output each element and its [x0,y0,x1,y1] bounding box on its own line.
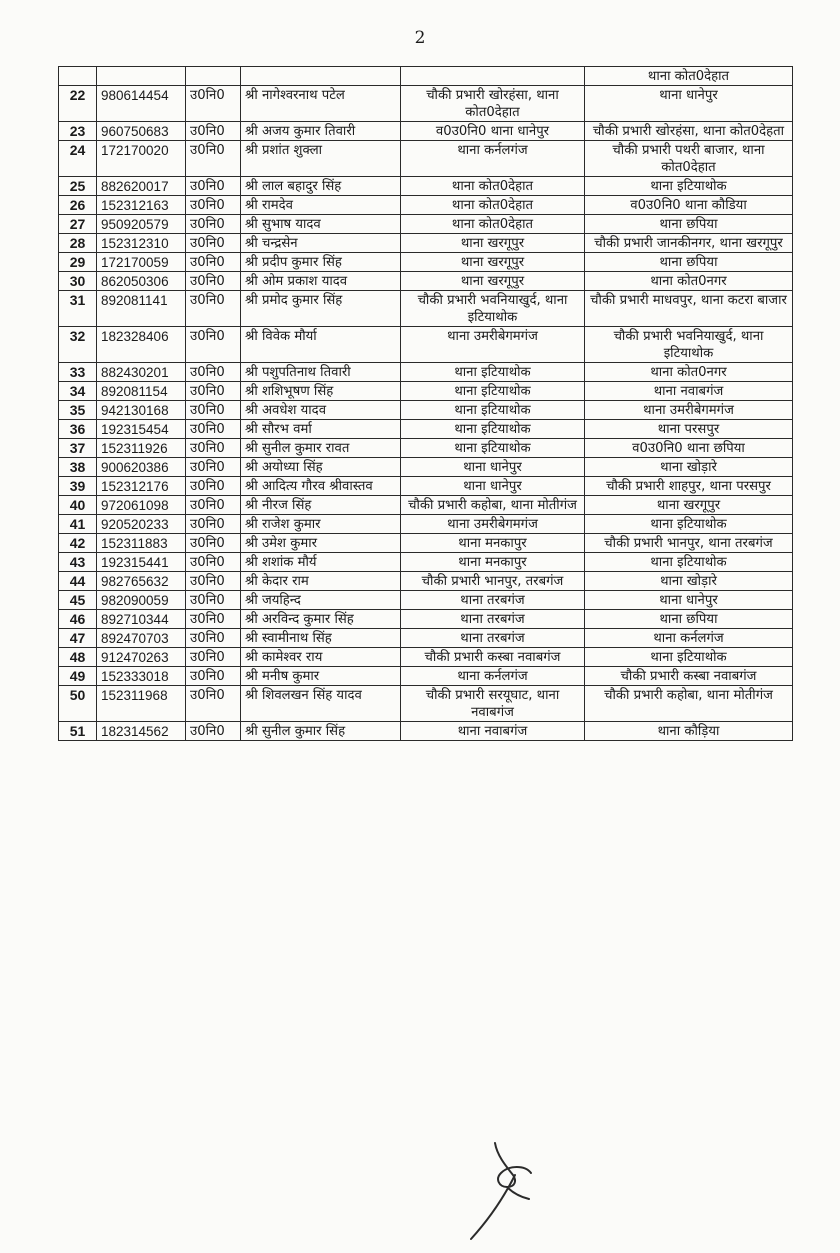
employee-number-cell: 982765632 [97,572,186,591]
table-row [59,363,793,382]
current-posting-cell: थाना तरबगंज [401,591,585,610]
employee-number-cell: 182314562 [97,722,186,741]
serial-number-cell: 37 [59,439,97,458]
new-posting-cell: चौकी प्रभारी कस्बा नवाबगंज [585,667,793,686]
officer-name-cell [241,67,401,86]
officer-name-cell: श्री प्रदीप कुमार सिंह [241,253,401,272]
officer-name-cell: श्री अवधेश यादव [241,401,401,420]
officer-name-cell: श्री ओम प्रकाश यादव [241,272,401,291]
employee-number-cell: 192315441 [97,553,186,572]
officer-name-cell: श्री नीरज सिंह [241,496,401,515]
new-posting-cell: थाना धानेपुर [585,86,793,122]
table-row [59,401,793,420]
serial-number-cell: 49 [59,667,97,686]
rank-cell: उ0नि0 [186,234,241,253]
current-posting-cell: थाना मनकापुर [401,534,585,553]
employee-number-cell: 862050306 [97,272,186,291]
table-row [59,382,793,401]
new-posting-cell: थाना धानेपुर [585,591,793,610]
serial-number-cell: 48 [59,648,97,667]
current-posting-cell: चौकी प्रभारी कस्बा नवाबगंज [401,648,585,667]
employee-number-cell: 892081141 [97,291,186,327]
employee-number-cell: 900620386 [97,458,186,477]
table-row [59,722,793,741]
employee-number-cell: 892470703 [97,629,186,648]
table-row [59,196,793,215]
rank-cell: उ0नि0 [186,648,241,667]
rank-cell: उ0नि0 [186,610,241,629]
table-row [59,327,793,363]
serial-number-cell: 44 [59,572,97,591]
employee-number-cell: 950920579 [97,215,186,234]
employee-number-cell: 982090059 [97,591,186,610]
officer-name-cell: श्री रामदेव [241,196,401,215]
serial-number-cell: 46 [59,610,97,629]
new-posting-cell: चौकी प्रभारी जानकीनगर, थाना खरगूपुर [585,234,793,253]
current-posting-cell: थाना कोत0देहात [401,177,585,196]
officer-name-cell: श्री प्रशांत शुक्ला [241,141,401,177]
current-posting-cell: चौकी प्रभारी कहोबा, थाना मोतीगंज [401,496,585,515]
serial-number-cell: 32 [59,327,97,363]
serial-number-cell: 25 [59,177,97,196]
current-posting-cell: थाना इटियाथोक [401,439,585,458]
officer-name-cell: श्री आदित्य गौरव श्रीवास्तव [241,477,401,496]
current-posting-cell: थाना इटियाथोक [401,420,585,439]
table-row [59,648,793,667]
employee-number-cell: 152311883 [97,534,186,553]
officer-name-cell: श्री प्रमोद कुमार सिंह [241,291,401,327]
new-posting-cell: चौकी प्रभारी कहोबा, थाना मोतीगंज [585,686,793,722]
officer-name-cell: श्री स्वामीनाथ सिंह [241,629,401,648]
table-row [59,496,793,515]
officer-name-cell: श्री उमेश कुमार [241,534,401,553]
rank-cell [186,67,241,86]
table-row [59,553,793,572]
current-posting-cell: थाना तरबगंज [401,610,585,629]
current-posting-cell: थाना इटियाथोक [401,363,585,382]
rank-cell: उ0नि0 [186,382,241,401]
rank-cell: उ0नि0 [186,141,241,177]
new-posting-cell: व0उ0नि0 थाना कौडिया [585,196,793,215]
employee-number-cell: 882620017 [97,177,186,196]
officer-name-cell: श्री सुनील कुमार रावत [241,439,401,458]
officer-name-cell: श्री कामेश्वर राय [241,648,401,667]
officer-name-cell: श्री केदार राम [241,572,401,591]
table-row [59,439,793,458]
current-posting-cell: थाना धानेपुर [401,477,585,496]
rank-cell: उ0नि0 [186,515,241,534]
employee-number-cell: 152312310 [97,234,186,253]
rank-cell: उ0नि0 [186,667,241,686]
serial-number-cell: 33 [59,363,97,382]
serial-number-cell: 36 [59,420,97,439]
current-posting-cell: चौकी प्रभारी भानपुर, तरबगंज [401,572,585,591]
employee-number-cell: 960750683 [97,122,186,141]
rank-cell: उ0नि0 [186,215,241,234]
serial-number-cell: 34 [59,382,97,401]
new-posting-cell: थाना खोड़ारे [585,572,793,591]
table-row [59,458,793,477]
serial-number-cell: 39 [59,477,97,496]
serial-number-cell: 47 [59,629,97,648]
officer-name-cell: श्री अयोध्या सिंह [241,458,401,477]
table-row [59,572,793,591]
rank-cell: उ0नि0 [186,401,241,420]
serial-number-cell: 50 [59,686,97,722]
new-posting-cell: व0उ0नि0 थाना छपिया [585,439,793,458]
serial-number-cell: 30 [59,272,97,291]
transfer-table [58,66,793,741]
table-row [59,629,793,648]
current-posting-cell: थाना नवाबगंज [401,722,585,741]
current-posting-cell: चौकी प्रभारी खोरहंसा, थाना कोत0देहात [401,86,585,122]
rank-cell: उ0नि0 [186,439,241,458]
new-posting-cell: थाना कोत0नगर [585,363,793,382]
new-posting-cell: थाना छपिया [585,253,793,272]
serial-number-cell: 45 [59,591,97,610]
serial-number-cell: 41 [59,515,97,534]
rank-cell: उ0नि0 [186,196,241,215]
new-posting-cell: थाना इटियाथोक [585,177,793,196]
rank-cell: उ0नि0 [186,122,241,141]
table-row [59,177,793,196]
table-row [59,141,793,177]
table-row [59,420,793,439]
rank-cell: उ0नि0 [186,629,241,648]
table-row [59,610,793,629]
serial-number-cell: 42 [59,534,97,553]
employee-number-cell: 192315454 [97,420,186,439]
current-posting-cell: थाना खरगूपुर [401,234,585,253]
current-posting-cell: चौकी प्रभारी भवनियाखुर्द, थाना इटियाथोक [401,291,585,327]
table-row [59,291,793,327]
current-posting-cell: थाना उमरीबेगमगंज [401,327,585,363]
new-posting-cell: थाना इटियाथोक [585,515,793,534]
employee-number-cell: 152312163 [97,196,186,215]
serial-number-cell: 27 [59,215,97,234]
new-posting-cell: थाना उमरीबेगमगंज [585,401,793,420]
current-posting-cell: थाना तरबगंज [401,629,585,648]
new-posting-cell: चौकी प्रभारी भानपुर, थाना तरबगंज [585,534,793,553]
current-posting-cell: थाना कर्नलगंज [401,667,585,686]
serial-number-cell: 31 [59,291,97,327]
table-row [59,534,793,553]
serial-number-cell: 43 [59,553,97,572]
rank-cell: उ0नि0 [186,291,241,327]
signature-mark [455,1135,545,1245]
employee-number-cell: 152333018 [97,667,186,686]
officer-name-cell: श्री शशांक मौर्य [241,553,401,572]
new-posting-cell: थाना परसपुर [585,420,793,439]
employee-number-cell: 172170059 [97,253,186,272]
new-posting-cell: चौकी प्रभारी खोरहंसा, थाना कोत0देहता [585,122,793,141]
rank-cell: उ0नि0 [186,477,241,496]
rank-cell: उ0नि0 [186,553,241,572]
table-row [59,253,793,272]
rank-cell: उ0नि0 [186,572,241,591]
table-row [59,591,793,610]
new-posting-cell: थाना कर्नलगंज [585,629,793,648]
employee-number-cell: 152311926 [97,439,186,458]
officer-name-cell: श्री मनीष कुमार [241,667,401,686]
officer-name-cell: श्री सौरभ वर्मा [241,420,401,439]
current-posting-cell [401,67,585,86]
table-row [59,67,793,86]
current-posting-cell: थाना खरगूपुर [401,253,585,272]
employee-number-cell: 972061098 [97,496,186,515]
table-row [59,477,793,496]
rank-cell: उ0नि0 [186,458,241,477]
table-row [59,122,793,141]
rank-cell: उ0नि0 [186,253,241,272]
table-row [59,515,793,534]
rank-cell: उ0नि0 [186,272,241,291]
transfer-table-body [59,67,793,741]
serial-number-cell: 23 [59,122,97,141]
employee-number-cell: 152311968 [97,686,186,722]
current-posting-cell: थाना खरगूपुर [401,272,585,291]
current-posting-cell: चौकी प्रभारी सरयूघाट, थाना नवाबगंज [401,686,585,722]
table-row [59,686,793,722]
rank-cell: उ0नि0 [186,496,241,515]
new-posting-cell: थाना छपिया [585,610,793,629]
officer-name-cell: श्री विवेक मौर्या [241,327,401,363]
new-posting-cell: थाना कोत0नगर [585,272,793,291]
current-posting-cell: थाना उमरीबेगमगंज [401,515,585,534]
current-posting-cell: थाना कर्नलगंज [401,141,585,177]
table-row [59,215,793,234]
serial-number-cell: 22 [59,86,97,122]
rank-cell: उ0नि0 [186,420,241,439]
officer-name-cell: श्री अरविन्द कुमार सिंह [241,610,401,629]
employee-number-cell: 942130168 [97,401,186,420]
employee-number-cell: 152312176 [97,477,186,496]
table-row [59,667,793,686]
current-posting-cell: थाना इटियाथोक [401,382,585,401]
serial-number-cell [59,67,97,86]
current-posting-cell: थाना कोत0देहात [401,196,585,215]
employee-number-cell: 882430201 [97,363,186,382]
new-posting-cell: थाना खरगूपुर [585,496,793,515]
officer-name-cell: श्री राजेश कुमार [241,515,401,534]
officer-name-cell: श्री जयहिन्द [241,591,401,610]
employee-number-cell: 892081154 [97,382,186,401]
new-posting-cell: थाना खोड़ारे [585,458,793,477]
new-posting-cell: थाना कोत0देहात [585,67,793,86]
employee-number-cell: 172170020 [97,141,186,177]
rank-cell: उ0नि0 [186,591,241,610]
serial-number-cell: 26 [59,196,97,215]
new-posting-cell: चौकी प्रभारी शाहपुर, थाना परसपुर [585,477,793,496]
officer-name-cell: श्री लाल बहादुर सिंह [241,177,401,196]
new-posting-cell: चौकी प्रभारी माधवपुर, थाना कटरा बाजार [585,291,793,327]
employee-number-cell: 182328406 [97,327,186,363]
officer-name-cell: श्री नागेश्वरनाथ पटेल [241,86,401,122]
officer-name-cell: श्री अजय कुमार तिवारी [241,122,401,141]
employee-number-cell: 892710344 [97,610,186,629]
table-row [59,86,793,122]
serial-number-cell: 29 [59,253,97,272]
officer-name-cell: श्री सुनील कुमार सिंह [241,722,401,741]
current-posting-cell: थाना धानेपुर [401,458,585,477]
new-posting-cell: थाना इटियाथोक [585,648,793,667]
current-posting-cell: थाना इटियाथोक [401,401,585,420]
rank-cell: उ0नि0 [186,534,241,553]
table-row [59,272,793,291]
officer-name-cell: श्री शशिभूषण सिंह [241,382,401,401]
rank-cell: उ0नि0 [186,327,241,363]
page-number: 2 [414,28,426,48]
officer-name-cell: श्री पशुपतिनाथ तिवारी [241,363,401,382]
rank-cell: उ0नि0 [186,177,241,196]
new-posting-cell: थाना इटियाथोक [585,553,793,572]
employee-number-cell: 912470263 [97,648,186,667]
serial-number-cell: 38 [59,458,97,477]
employee-number-cell: 920520233 [97,515,186,534]
new-posting-cell: चौकी प्रभारी पथरी बाजार, थाना कोत0देहात [585,141,793,177]
officer-name-cell: श्री सुभाष यादव [241,215,401,234]
officer-name-cell: श्री चन्द्रसेन [241,234,401,253]
employee-number-cell: 980614454 [97,86,186,122]
rank-cell: उ0नि0 [186,686,241,722]
table-row [59,234,793,253]
new-posting-cell: चौकी प्रभारी भवनियाखुर्द, थाना इटियाथोक [585,327,793,363]
current-posting-cell: व0उ0नि0 थाना धानेपुर [401,122,585,141]
rank-cell: उ0नि0 [186,86,241,122]
rank-cell: उ0नि0 [186,722,241,741]
officer-name-cell: श्री शिवलखन सिंह यादव [241,686,401,722]
employee-number-cell [97,67,186,86]
serial-number-cell: 51 [59,722,97,741]
current-posting-cell: थाना मनकापुर [401,553,585,572]
new-posting-cell: थाना नवाबगंज [585,382,793,401]
serial-number-cell: 24 [59,141,97,177]
rank-cell: उ0नि0 [186,363,241,382]
serial-number-cell: 28 [59,234,97,253]
serial-number-cell: 40 [59,496,97,515]
new-posting-cell: थाना कौड़िया [585,722,793,741]
serial-number-cell: 35 [59,401,97,420]
new-posting-cell: थाना छपिया [585,215,793,234]
current-posting-cell: थाना कोत0देहात [401,215,585,234]
